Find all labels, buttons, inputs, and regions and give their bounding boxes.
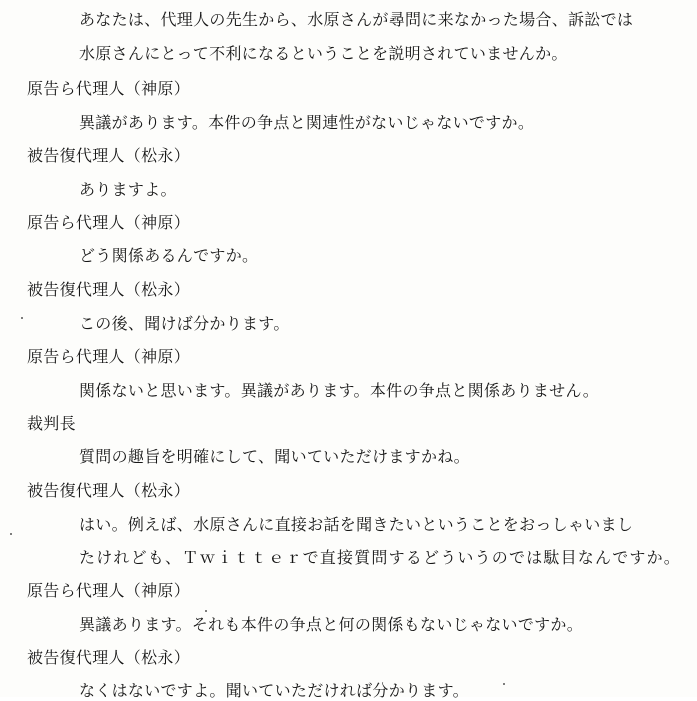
- speaker-label: 原告ら代理人（神原）: [27, 581, 191, 600]
- speaker-label: 原告ら代理人（神原）: [27, 213, 191, 232]
- speech-line: はい。例えば、水原さんに直接お話を聞きたいということをおっしゃいまし: [79, 515, 634, 534]
- speaker-label: 被告復代理人（松永）: [27, 481, 191, 500]
- speech-line: 異議があります。本件の争点と関連性がないじゃないですか。: [79, 113, 535, 132]
- speech-line: この後、聞けば分かります。: [79, 314, 290, 333]
- speech-line: 水原さんにとって不利になるということを説明されていませんか。: [79, 44, 568, 63]
- scan-speck: [503, 683, 505, 685]
- speaker-label: 被告復代理人（松永）: [27, 280, 191, 299]
- scan-speck: [21, 317, 23, 319]
- speech-line: 関係ないと思います。異議があります。本件の争点と関係ありません。: [79, 381, 600, 400]
- speaker-label: 原告ら代理人（神原）: [27, 79, 191, 98]
- scan-speck: [205, 610, 207, 612]
- speaker-label: 被告復代理人（松永）: [27, 146, 191, 165]
- speech-line: 質問の趣旨を明確にして、聞いていただけますかね。: [79, 447, 470, 466]
- speech-line: たけれども、Ｔｗｉｔｔｅｒで直接質問するどういうのでは駄目なんですか。: [79, 548, 682, 567]
- scan-speck: [10, 533, 12, 535]
- speech-line: ありますよ。: [79, 180, 177, 199]
- speech-line: 異議あります。それも本件の争点と何の関係もないじゃないですか。: [79, 615, 584, 634]
- speech-line: あなたは、代理人の先生から、水原さんが尋問に来なかった場合、訴訟では: [79, 10, 634, 29]
- speaker-label: 裁判長: [27, 414, 76, 433]
- speech-line: なくはないですよ。聞いていただければ分かります。: [79, 681, 469, 700]
- speech-line: どう関係あるんですか。: [79, 246, 259, 265]
- speaker-label: 被告復代理人（松永）: [27, 648, 191, 667]
- speaker-label: 原告ら代理人（神原）: [27, 347, 191, 366]
